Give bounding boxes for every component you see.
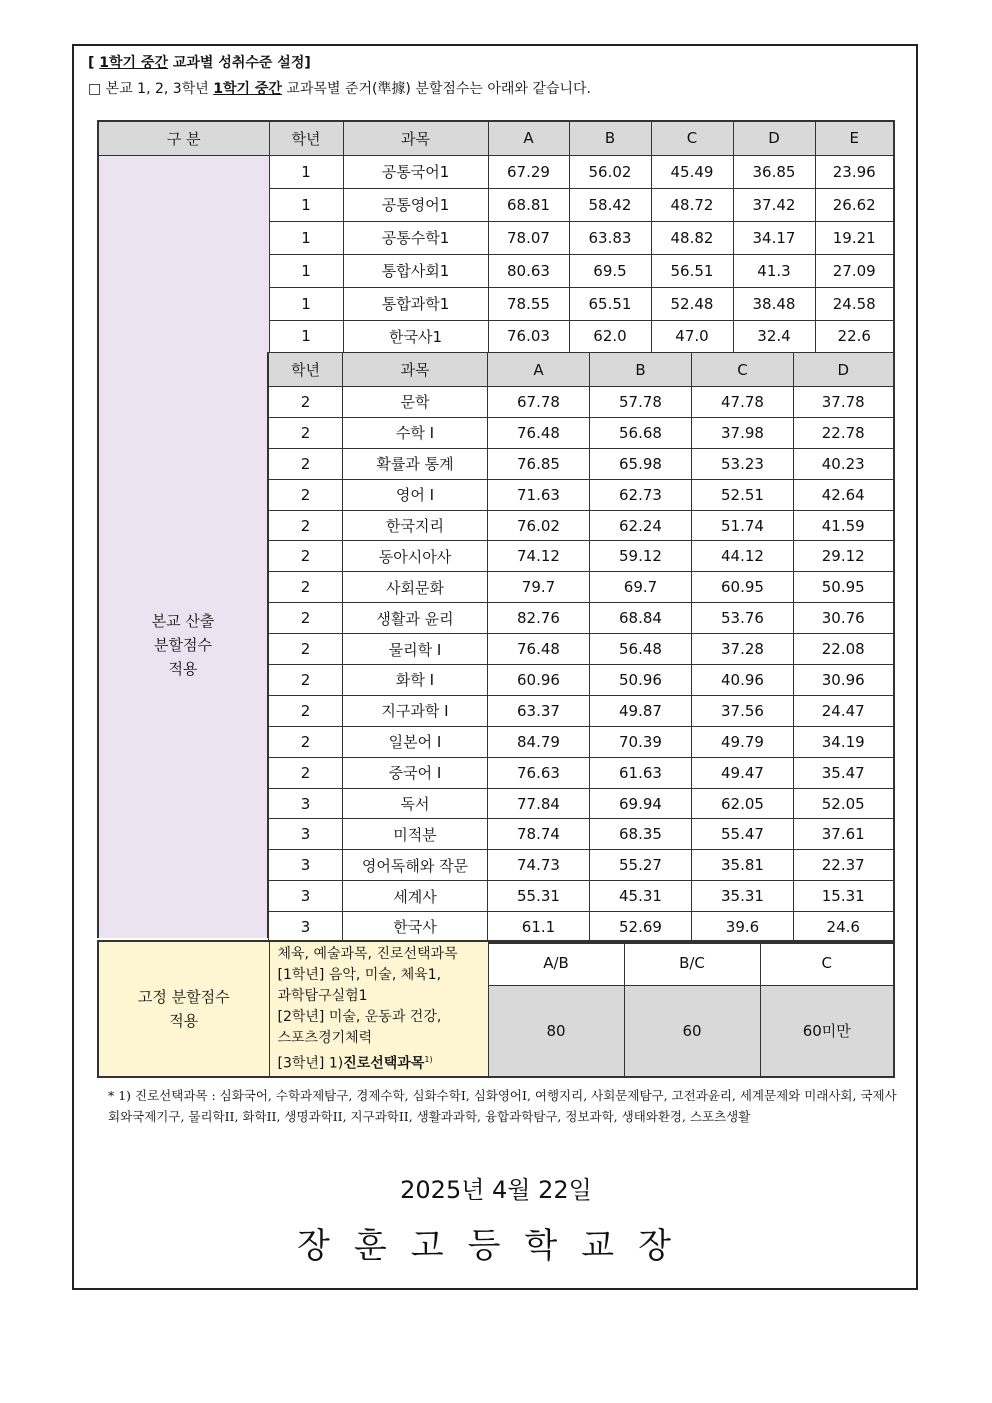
grade23-table xyxy=(268,352,895,944)
school-cutoff-cell xyxy=(98,155,269,353)
score-cell: 74.73 xyxy=(488,850,590,881)
score-cell: 2 xyxy=(269,603,343,634)
table-row xyxy=(269,417,894,448)
fixed-cutoff-subjects: 체육, 예술과목, 진로선택과목 [1학년] 음악, 미술, 체육1, 과학탐구실험1 [2학년] 미술, 운동과 건강, 스포츠경기체력 [3학년] 1)진로선택과목$^{1)}$ xyxy=(269,941,488,1077)
score-cell: 60.96 xyxy=(488,665,590,696)
column-header: 학년 xyxy=(269,353,343,387)
score-cell: 29.12 xyxy=(794,541,894,572)
score-cell: 76.02 xyxy=(488,510,590,541)
score-cell: 49.79 xyxy=(692,726,794,757)
score-cell: 2 xyxy=(269,510,343,541)
score-cell: 32.4 xyxy=(733,320,815,353)
score-cell: 68.35 xyxy=(590,819,692,850)
score-cell: 60.95 xyxy=(692,572,794,603)
score-cell: 65.51 xyxy=(569,287,651,320)
table-row xyxy=(269,479,894,510)
score-cell: 52.05 xyxy=(794,788,894,819)
score-cell: 76.63 xyxy=(488,757,590,788)
table-row xyxy=(269,850,894,881)
score-cell: 22.08 xyxy=(794,634,894,665)
score-cell: 49.87 xyxy=(590,695,692,726)
subject-cell: 사회문화 xyxy=(343,572,488,603)
grade-value-c: 60미만 xyxy=(760,985,894,1077)
fixed-cutoff-label: 고정 분할점수 적용 xyxy=(98,941,269,1077)
score-cell: 2 xyxy=(269,695,343,726)
score-cell: 44.12 xyxy=(692,541,794,572)
score-cell: 24.47 xyxy=(794,695,894,726)
score-cell: 48.72 xyxy=(651,188,733,221)
score-cell: 63.83 xyxy=(569,221,651,254)
table-row xyxy=(269,695,894,726)
subject-cell: 공통영어1 xyxy=(343,188,488,221)
score-cell: 55.47 xyxy=(692,819,794,850)
score-cell: 62.73 xyxy=(590,479,692,510)
score-cell: 70.39 xyxy=(590,726,692,757)
document-date: 2025년 4월 22일 xyxy=(400,1176,592,1204)
score-cell: 55.31 xyxy=(488,881,590,912)
score-cell: 3 xyxy=(269,819,343,850)
score-cell: 51.74 xyxy=(692,510,794,541)
side-label-line: 분할점수 xyxy=(154,636,212,654)
score-cell: 15.31 xyxy=(794,881,894,912)
subject-cell: 물리학 Ⅰ xyxy=(343,634,488,665)
column-header: C xyxy=(692,353,794,387)
score-cell: 3 xyxy=(269,912,343,943)
score-cell: 22.78 xyxy=(794,417,894,448)
score-cell: 3 xyxy=(269,881,343,912)
score-cell: 47.0 xyxy=(651,320,733,353)
subject-cell: 화학 Ⅰ xyxy=(343,665,488,696)
score-cell: 35.47 xyxy=(794,757,894,788)
score-cell: 76.85 xyxy=(488,448,590,479)
score-cell: 2 xyxy=(269,726,343,757)
table-row xyxy=(269,819,894,850)
score-cell: 59.12 xyxy=(590,541,692,572)
score-cell: 62.24 xyxy=(590,510,692,541)
score-cell: 37.98 xyxy=(692,417,794,448)
score-cell: 71.63 xyxy=(488,479,590,510)
score-cell: 36.85 xyxy=(733,155,815,188)
score-cell: 56.48 xyxy=(590,634,692,665)
score-cell: 68.81 xyxy=(488,188,569,221)
column-header: D xyxy=(794,353,894,387)
intro-line: □ 본교 1, 2, 3학년 1학기 중간 교과목별 준거(準據) 분할점수는 아래와 같습니다. xyxy=(88,81,591,97)
score-cell: 79.7 xyxy=(488,572,590,603)
table-row xyxy=(269,572,894,603)
column-header: B xyxy=(590,353,692,387)
score-cell: 23.96 xyxy=(815,155,894,188)
score-cell: 3 xyxy=(269,850,343,881)
column-header: D xyxy=(733,121,815,155)
table-row xyxy=(269,912,894,943)
score-cell: 37.28 xyxy=(692,634,794,665)
score-cell: 78.74 xyxy=(488,819,590,850)
score-cell: 1 xyxy=(269,155,343,188)
score-cell: 62.05 xyxy=(692,788,794,819)
score-cell: 35.81 xyxy=(692,850,794,881)
footnote: * 1) 진로선택과목 : 심화국어, 수학과제탐구, 경제수학, 심화수학I, 심화영어I, 여행지리, 사회문제탐구, 고전과윤리, 세계문제와 미래사회, 국제사회와국제기구, 물리학II, 화학II, 생명과학II, 지구과학II, 생활과과학, 융합과학탐구, 정보과학, 생태와환경, 스포츠생활 xyxy=(108,1088,897,1124)
side-label-line: 본교 산출 xyxy=(151,612,215,630)
score-cell: 37.42 xyxy=(733,188,815,221)
subject-cell: 지구과학 Ⅰ xyxy=(343,695,488,726)
subject-cell: 공통국어1 xyxy=(343,155,488,188)
score-cell: 22.37 xyxy=(794,850,894,881)
score-cell: 48.82 xyxy=(651,221,733,254)
school-cutoff-label xyxy=(97,352,268,938)
score-cell: 2 xyxy=(269,665,343,696)
subject-cell: 독서 xyxy=(343,788,488,819)
score-cell: 84.79 xyxy=(488,726,590,757)
table-row xyxy=(269,634,894,665)
subject-cell: 동아시아사 xyxy=(343,541,488,572)
table-row xyxy=(98,155,894,188)
fixed-cutoff-table xyxy=(97,940,895,1078)
score-cell: 1 xyxy=(269,221,343,254)
score-cell: 63.37 xyxy=(488,695,590,726)
score-cell: 37.78 xyxy=(794,387,894,418)
subject-cell: 영어 Ⅰ xyxy=(343,479,488,510)
section-title: [ 1학기 중간 교과별 성취수준 설정] xyxy=(88,55,311,71)
column-header: 구 분 xyxy=(98,121,269,155)
score-cell: 24.58 xyxy=(815,287,894,320)
side-label-line: 적용 xyxy=(168,660,198,678)
score-cell: 39.6 xyxy=(692,912,794,943)
subject-cell: 영어독해와 작문 xyxy=(343,850,488,881)
column-header: E xyxy=(815,121,894,155)
score-cell: 2 xyxy=(269,541,343,572)
subject-cell: 문학 xyxy=(343,387,488,418)
grade-header-ab: A/B xyxy=(488,941,624,985)
score-cell: 37.56 xyxy=(692,695,794,726)
subject-cell: 한국지리 xyxy=(343,510,488,541)
score-cell: 40.96 xyxy=(692,665,794,696)
column-header: 과목 xyxy=(343,353,488,387)
column-header: A xyxy=(488,353,590,387)
score-cell: 67.29 xyxy=(488,155,569,188)
score-cell: 42.64 xyxy=(794,479,894,510)
subject-cell: 통합사회1 xyxy=(343,254,488,287)
score-cell: 30.96 xyxy=(794,665,894,696)
score-cell: 1 xyxy=(269,188,343,221)
grade-value-ab: 80 xyxy=(488,985,624,1077)
table-row xyxy=(269,757,894,788)
score-cell: 49.47 xyxy=(692,757,794,788)
grade-value-bc: 60 xyxy=(624,985,760,1077)
score-cell: 50.95 xyxy=(794,572,894,603)
score-cell: 68.84 xyxy=(590,603,692,634)
subject-cell: 미적분 xyxy=(343,819,488,850)
score-cell: 41.3 xyxy=(733,254,815,287)
table-row xyxy=(269,881,894,912)
score-cell: 76.48 xyxy=(488,417,590,448)
table-row xyxy=(269,603,894,634)
score-cell: 55.27 xyxy=(590,850,692,881)
column-header: A xyxy=(488,121,569,155)
subject-cell: 통합과학1 xyxy=(343,287,488,320)
table-row xyxy=(269,510,894,541)
score-cell: 2 xyxy=(269,387,343,418)
table-row xyxy=(269,541,894,572)
score-cell: 53.23 xyxy=(692,448,794,479)
score-cell: 52.69 xyxy=(590,912,692,943)
score-cell: 2 xyxy=(269,757,343,788)
score-cell: 56.68 xyxy=(590,417,692,448)
score-cell: 78.07 xyxy=(488,221,569,254)
score-cell: 45.49 xyxy=(651,155,733,188)
score-cell: 1 xyxy=(269,287,343,320)
score-cell: 19.21 xyxy=(815,221,894,254)
score-cell: 22.6 xyxy=(815,320,894,353)
issuer-name: 장훈고등학교장 xyxy=(297,1226,695,1266)
score-cell: 37.61 xyxy=(794,819,894,850)
score-cell: 2 xyxy=(269,448,343,479)
grade1-table xyxy=(97,120,895,354)
score-cell: 61.1 xyxy=(488,912,590,943)
table-row xyxy=(269,665,894,696)
score-cell: 2 xyxy=(269,634,343,665)
subject-cell: 세계사 xyxy=(343,881,488,912)
subject-cell: 일본어 Ⅰ xyxy=(343,726,488,757)
score-cell: 69.5 xyxy=(569,254,651,287)
score-cell: 2 xyxy=(269,572,343,603)
subject-cell: 확률과 통계 xyxy=(343,448,488,479)
score-cell: 78.55 xyxy=(488,287,569,320)
score-cell: 74.12 xyxy=(488,541,590,572)
table-row xyxy=(269,726,894,757)
score-cell: 65.98 xyxy=(590,448,692,479)
score-cell: 34.17 xyxy=(733,221,815,254)
score-cell: 77.84 xyxy=(488,788,590,819)
score-cell: 2 xyxy=(269,479,343,510)
score-cell: 58.42 xyxy=(569,188,651,221)
score-cell: 76.48 xyxy=(488,634,590,665)
score-cell: 69.7 xyxy=(590,572,692,603)
score-cell: 56.02 xyxy=(569,155,651,188)
score-cell: 57.78 xyxy=(590,387,692,418)
subject-cell: 한국사 xyxy=(343,912,488,943)
subject-cell: 공통수학1 xyxy=(343,221,488,254)
column-header: B xyxy=(569,121,651,155)
score-cell: 24.6 xyxy=(794,912,894,943)
score-cell: 67.78 xyxy=(488,387,590,418)
score-cell: 1 xyxy=(269,320,343,353)
subject-cell: 중국어 Ⅰ xyxy=(343,757,488,788)
score-cell: 82.76 xyxy=(488,603,590,634)
score-cell: 1 xyxy=(269,254,343,287)
score-cell: 69.94 xyxy=(590,788,692,819)
score-cell: 62.0 xyxy=(569,320,651,353)
score-cell: 80.63 xyxy=(488,254,569,287)
subject-cell: 수학 Ⅰ xyxy=(343,417,488,448)
table-row xyxy=(269,387,894,418)
subject-cell: 한국사1 xyxy=(343,320,488,353)
score-cell: 56.51 xyxy=(651,254,733,287)
score-cell: 50.96 xyxy=(590,665,692,696)
grade-header-bc: B/C xyxy=(624,941,760,985)
column-header: 과목 xyxy=(343,121,488,155)
subject-cell: 생활과 윤리 xyxy=(343,603,488,634)
score-cell: 45.31 xyxy=(590,881,692,912)
score-cell: 26.62 xyxy=(815,188,894,221)
score-cell: 34.19 xyxy=(794,726,894,757)
score-cell: 52.51 xyxy=(692,479,794,510)
score-cell: 52.48 xyxy=(651,287,733,320)
score-cell: 41.59 xyxy=(794,510,894,541)
score-cell: 3 xyxy=(269,788,343,819)
score-cell: 27.09 xyxy=(815,254,894,287)
score-cell: 35.31 xyxy=(692,881,794,912)
score-cell: 2 xyxy=(269,417,343,448)
score-cell: 30.76 xyxy=(794,603,894,634)
table-row xyxy=(269,788,894,819)
score-cell: 47.78 xyxy=(692,387,794,418)
score-cell: 53.76 xyxy=(692,603,794,634)
table-row xyxy=(269,448,894,479)
score-cell: 38.48 xyxy=(733,287,815,320)
score-cell: 76.03 xyxy=(488,320,569,353)
column-header: 학년 xyxy=(269,121,343,155)
column-header: C xyxy=(651,121,733,155)
score-cell: 40.23 xyxy=(794,448,894,479)
grade-header-c: C xyxy=(760,941,894,985)
score-cell: 61.63 xyxy=(590,757,692,788)
